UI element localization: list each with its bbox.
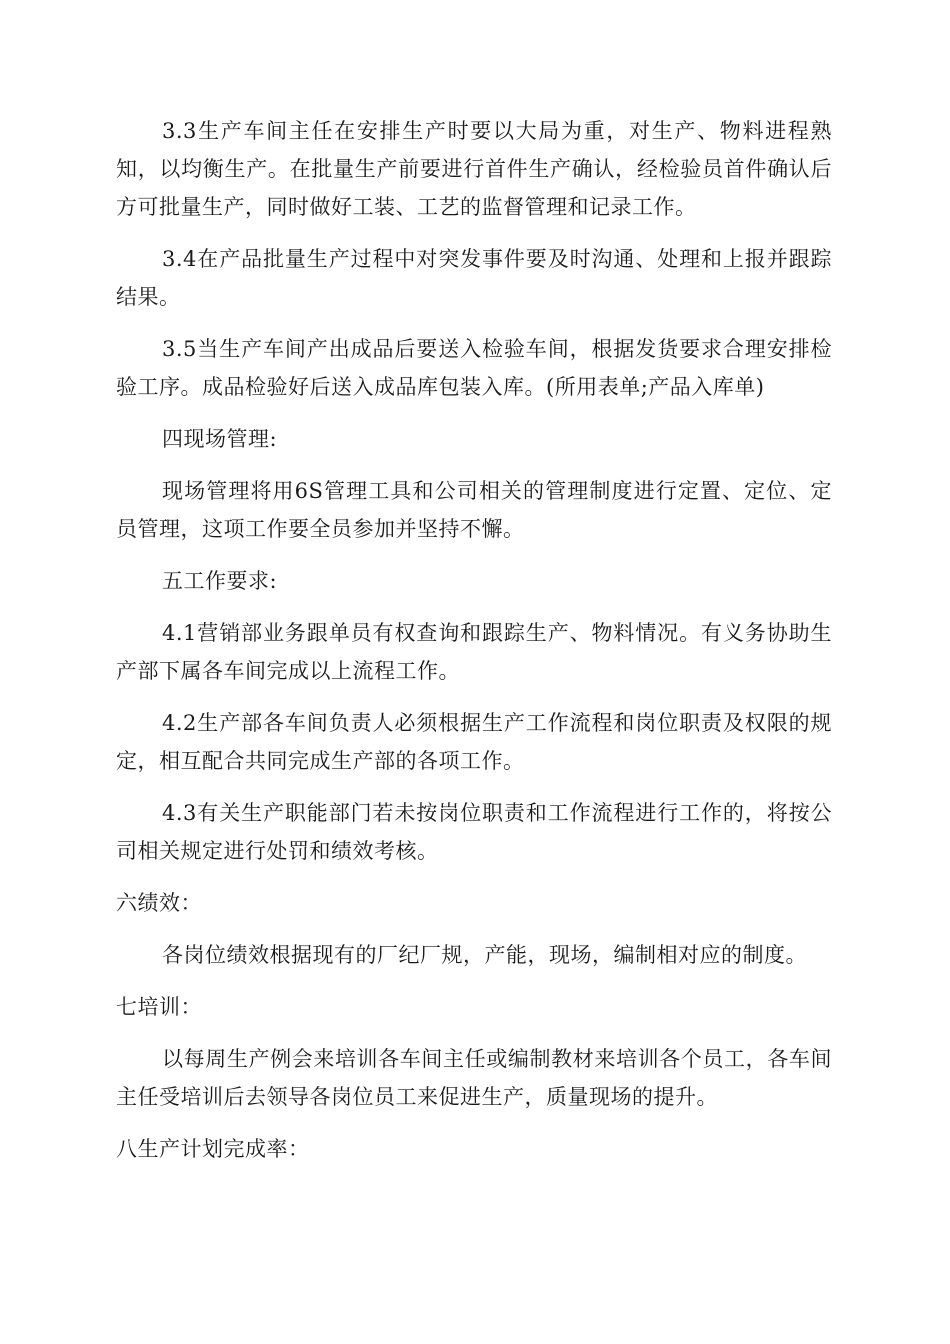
document-page	[116, 112, 832, 1182]
paragraph-training: 以每周生产例会来培训各车间主任或编制教材来培训各个员工，各车间主任受培训后去领导各岗位员工来促进生产，质量现场的提升。	[116, 1047, 832, 1109]
section-heading-site-management: 四现场管理:	[162, 427, 278, 451]
paragraph-4-1: 4.1营销部业务跟单员有权查询和跟踪生产、物料情况。有义务协助生产部下属各车间完成以上流程工作。	[116, 621, 832, 683]
section-heading-performance: 六绩效：	[116, 891, 202, 915]
paragraph-3-5: 3.5当生产车间产出成品后要送入检验车间，根据发货要求合理安排检验工序。成品检验好后送入成品库包装入库。(所用表单;产品入库单)	[116, 337, 832, 399]
section-heading-training: 七培训：	[116, 995, 202, 1019]
paragraph-4-2: 4.2生产部各车间负责人必须根据生产工作流程和岗位职责及权限的规定，相互配合共同完成生产部的各项工作。	[116, 711, 832, 773]
paragraph-4-3: 4.3有关生产职能部门若未按岗位职责和工作流程进行工作的，将按公司相关规定进行处罚和绩效考核。	[116, 801, 832, 863]
section-heading-plan-completion-rate: 八生产计划完成率：	[116, 1137, 310, 1161]
paragraph-3-4: 3.4在产品批量生产过程中对突发事件要及时沟通、处理和上报并跟踪结果。	[116, 247, 832, 309]
paragraph-performance: 各岗位绩效根据现有的厂纪厂规，产能，现场，编制相对应的制度。	[162, 943, 807, 967]
section-heading-work-requirements: 五工作要求:	[162, 569, 278, 593]
paragraph-site-management: 现场管理将用6S管理工具和公司相关的管理制度进行定置、定位、定员管理，这项工作要全员参加并坚持不懈。	[116, 479, 832, 541]
paragraph-3-3: 3.3生产车间主任在安排生产时要以大局为重，对生产、物料进程熟知，以均衡生产。在批量生产前要进行首件生产确认，经检验员首件确认后方可批量生产，同时做好工装、工艺的监督管理和记录工作。	[116, 119, 832, 219]
